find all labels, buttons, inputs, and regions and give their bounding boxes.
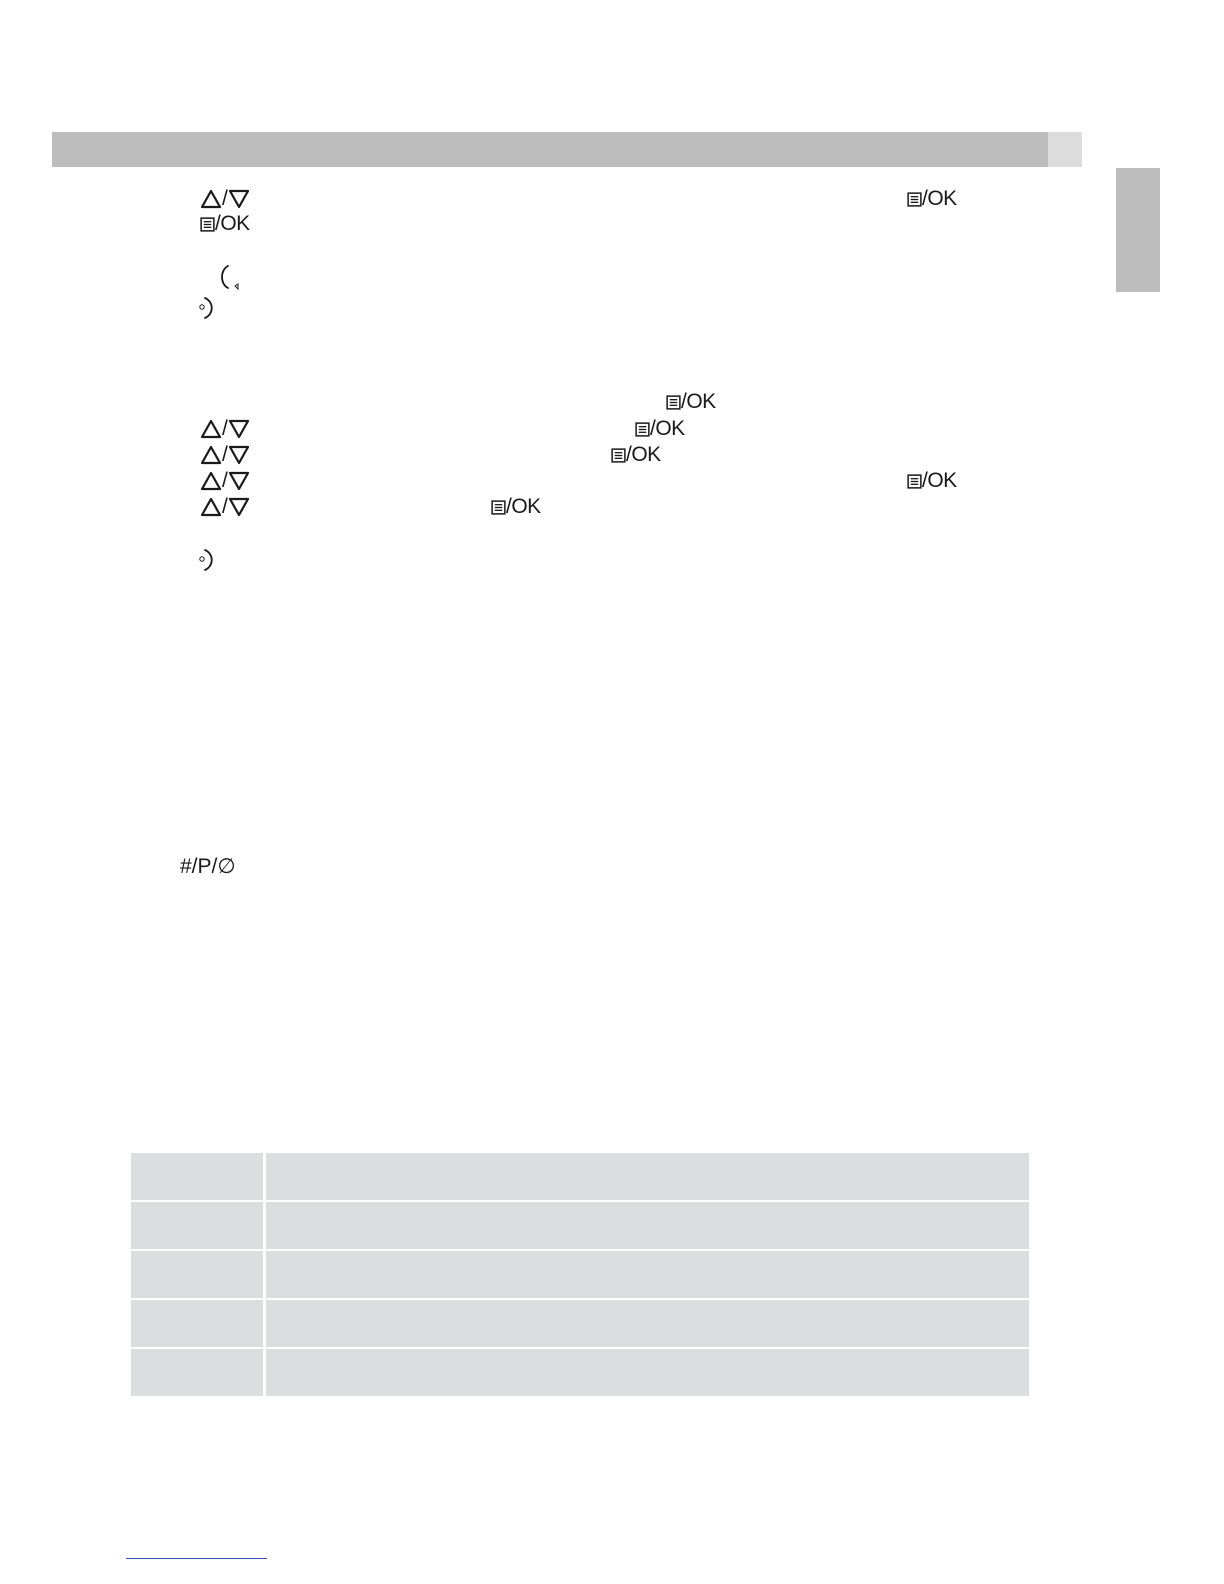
menu-ok-icon: /OK: [635, 417, 685, 441]
up-down-arrows-icon: /: [200, 469, 250, 493]
table-cell: [131, 1349, 263, 1396]
table-cell: [266, 1349, 1029, 1396]
header-bar: [52, 132, 1048, 167]
menu-ok-icon: /OK: [200, 212, 250, 236]
table-row: [131, 1202, 1029, 1249]
hash-pause-mute-icon: #/P/∅: [180, 855, 236, 878]
end-call-icon: [196, 296, 218, 327]
menu-ok-icon: /OK: [907, 187, 957, 211]
table-cell: [266, 1251, 1029, 1298]
menu-ok-icon: /OK: [907, 469, 957, 493]
side-tab: [1116, 168, 1160, 292]
table-row: [131, 1153, 1029, 1200]
table-cell: [131, 1153, 263, 1200]
table-row: [131, 1251, 1029, 1298]
up-down-arrows-icon: /: [200, 495, 250, 519]
menu-ok-icon: /OK: [611, 443, 661, 467]
table-cell: [266, 1300, 1029, 1347]
talk-handset-icon: [216, 264, 244, 299]
end-call-icon: [196, 548, 218, 579]
menu-ok-icon: /OK: [666, 390, 716, 414]
table-cell: [131, 1251, 263, 1298]
up-down-arrows-icon: /: [200, 443, 250, 467]
up-down-arrows-icon: /: [200, 187, 250, 211]
table-cell: [131, 1300, 263, 1347]
table-cell: [266, 1153, 1029, 1200]
header-bar-end: [1048, 132, 1082, 167]
info-table: [131, 1153, 1029, 1398]
table-cell: [266, 1202, 1029, 1249]
table-row: [131, 1349, 1029, 1396]
table-cell: [131, 1202, 263, 1249]
menu-ok-icon: /OK: [491, 495, 541, 519]
table-row: [131, 1300, 1029, 1347]
up-down-arrows-icon: /: [200, 417, 250, 441]
footer-rule: [126, 1558, 267, 1559]
